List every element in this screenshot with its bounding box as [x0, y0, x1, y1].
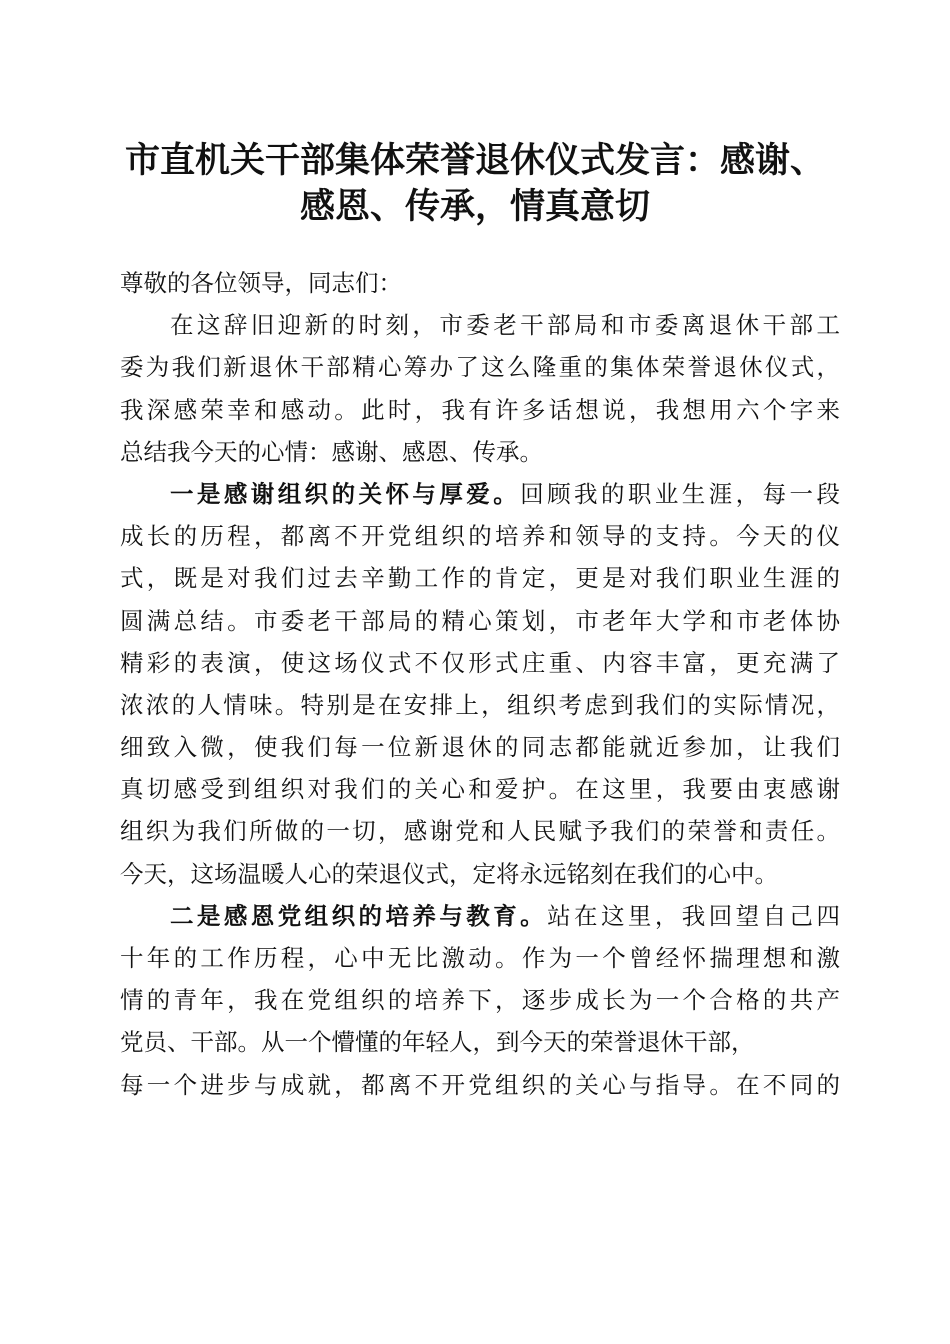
paragraph-2-line: 真切感受到组织对我们的关心和爱护。在这里，我要由衷感谢 [120, 775, 840, 804]
paragraph-3-text: 站在这里，我回望自己四 [547, 901, 840, 930]
paragraph-3-first-line [120, 895, 840, 937]
document-body [120, 262, 840, 1106]
salutation: 尊敬的各位领导，同志们： [120, 269, 402, 297]
paragraph-1-line: 委为我们新退休干部精心筹办了这么隆重的集体荣誉退休仪式， [120, 353, 840, 382]
paragraph-3-line: 十年的工作历程，心中无比激动。作为一个曾经怀揣理想和激 [120, 944, 840, 972]
paragraph-2-line: 浓浓的人情味。特别是在安排上，组织考虑到我们的实际情况， [120, 690, 840, 719]
paragraph-2-heading: 一是感谢组织的关怀与厚爱。 [170, 479, 521, 508]
paragraph-2-line: 组织为我们所做的一切，感谢党和人民赋予我们的荣誉和责任。 [120, 817, 840, 846]
paragraph-2-line: 式，既是对我们过去辛勤工作的肯定，更是对我们职业生涯的 [120, 564, 840, 593]
paragraph-3-line: 情的青年，我在党组织的培养下，逐步成长为一个合格的共产 [120, 986, 840, 1015]
paragraph-2-line: 成长的历程，都离不开党组织的培养和领导的支持。今天的仪 [120, 522, 840, 551]
paragraph-2-line: 圆满总结。市委老干部局的精心策划，市老年大学和市老体协 [120, 606, 840, 635]
paragraph-3-line: 每一个进步与成就，都离不开党组织的关心与指导。在不同的 [120, 1070, 840, 1099]
paragraph-1-line: 我深感荣幸和感动。此时，我有许多话想说，我想用六个字来 [120, 395, 840, 424]
paragraph-2-line: 精彩的表演，使这场仪式不仅形式庄重、内容丰富，更充满了 [120, 648, 840, 677]
paragraph-3-line: 党员、干部。从一个懵懂的年轻人，到今天的荣誉退休干部， [120, 1028, 755, 1057]
paragraph-1-line: 总结我今天的心情：感谢、感恩、传承。 [120, 437, 543, 466]
paragraph-2-text: 回顾我的职业生涯，每一段 [520, 479, 840, 508]
paragraph-2-first-line [120, 473, 840, 515]
paragraph-1-line: 在这辞旧迎新的时刻，市委老干部局和市委离退休干部工 [170, 311, 840, 340]
document-title-line-2: 感恩、传承，情真意切 [299, 186, 650, 227]
paragraph-3-heading: 二是感恩党组织的培养与教育。 [170, 901, 548, 930]
paragraph-2-line: 今天，这场温暖人心的荣退仪式，定将永远铭刻在我们的心中。 [120, 859, 778, 888]
paragraph-2-line: 细致入微，使我们每一位新退休的同志都能就近参加，让我们 [120, 733, 840, 762]
document-title-line-1: 市直机关干部集体荣誉退休仪式发言：感谢、 [124, 140, 825, 181]
